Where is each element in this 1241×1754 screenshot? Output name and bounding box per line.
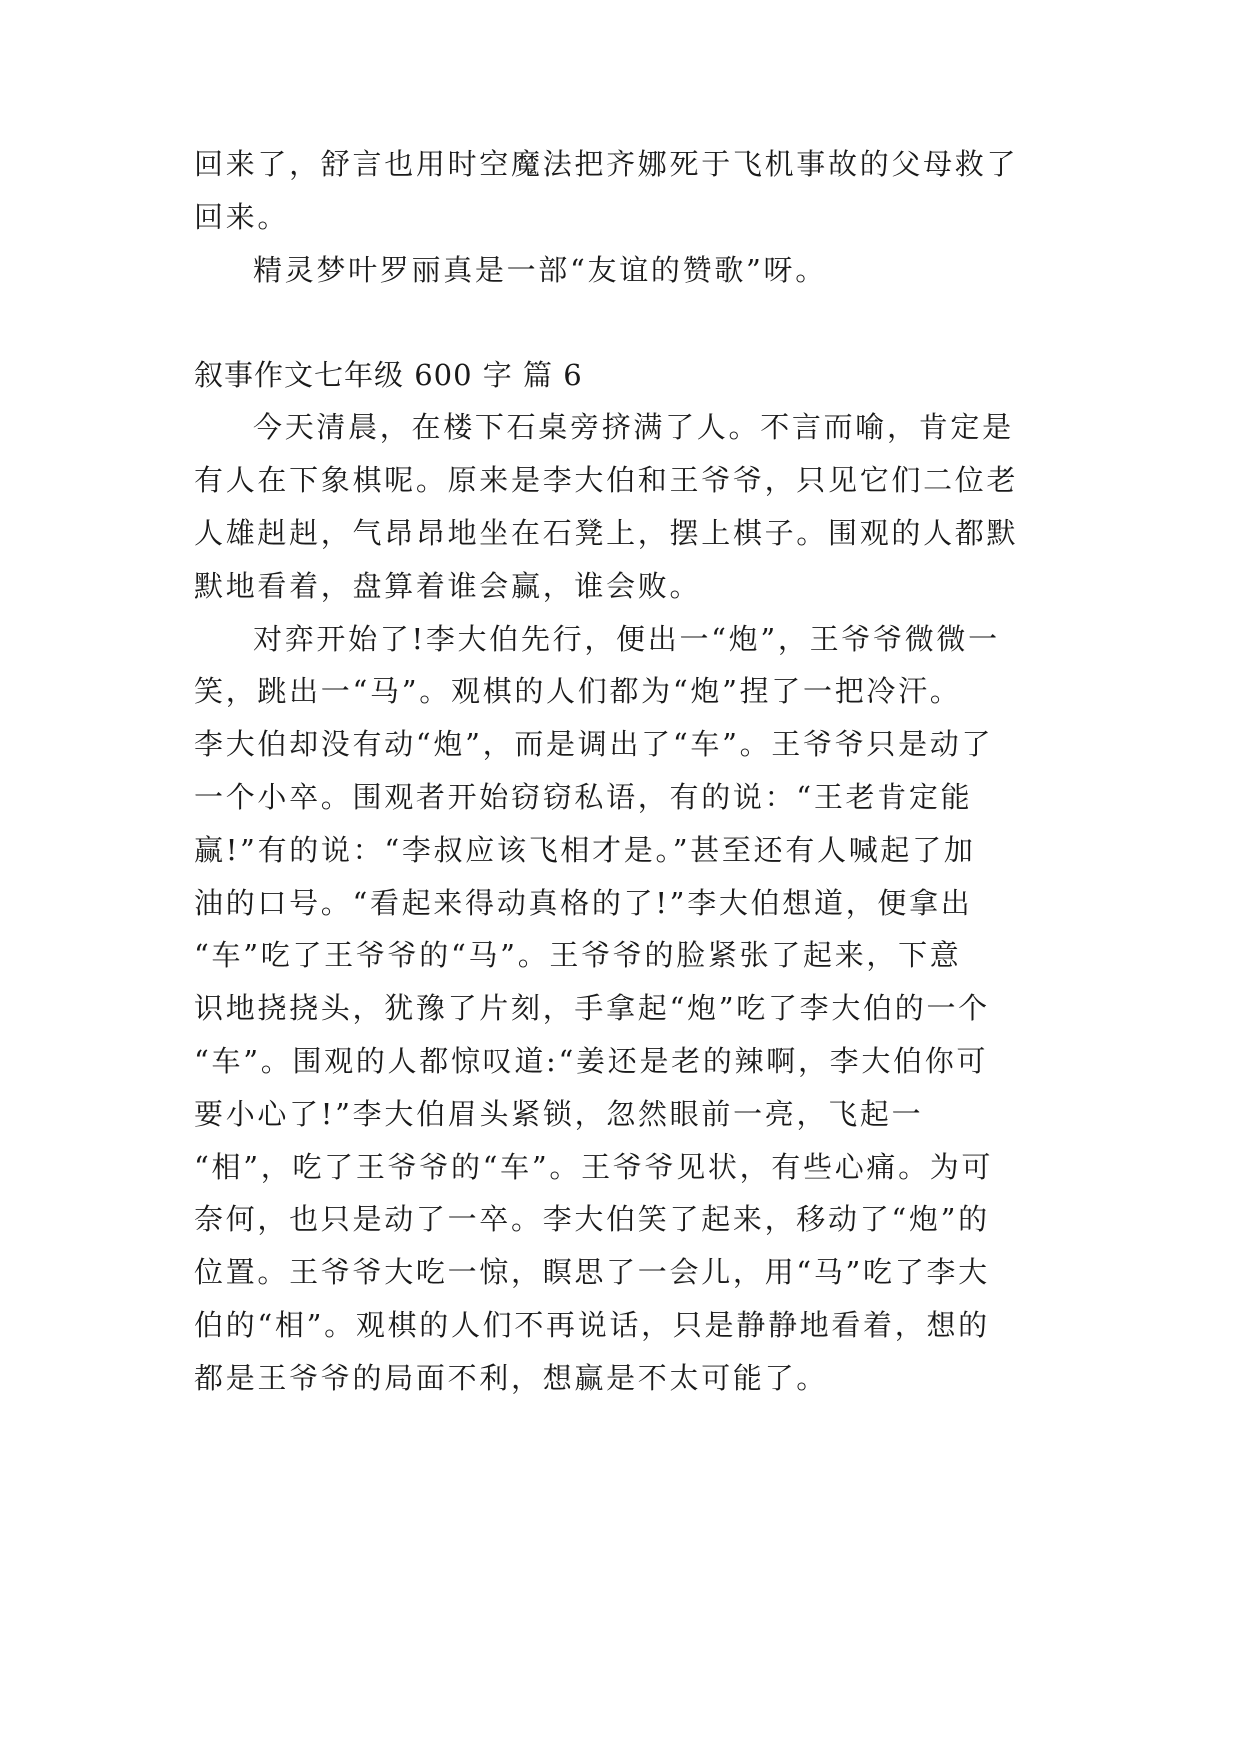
section-heading: 叙事作文七年级 600 字 篇 6 — [194, 358, 583, 392]
text-line: 李大伯却没有动“炮”，而是调出了“车”。王爷爷只是动了 — [194, 727, 994, 761]
text-line: 油的口号。“看起来得动真格的了!”李大伯想道，便拿出 — [194, 886, 973, 920]
text-line: 奈何，也只是动了一卒。李大伯笑了起来，移动了“炮”的 — [194, 1202, 990, 1236]
text-line: “车”。围观的人都惊叹道:“姜还是老的辣啊，李大伯你可 — [194, 1044, 989, 1078]
text-line: 位置。王爷爷大吃一惊，瞑思了一会儿，用“马”吃了李大 — [194, 1255, 990, 1289]
text-line: 笑，跳出一“马”。观棋的人们都为“炮”捏了一把冷汗。 — [194, 674, 962, 708]
text-line: 都是王爷爷的局面不利，想赢是不太可能了。 — [194, 1361, 829, 1395]
text-line: 回来。 — [194, 200, 290, 234]
text-line: 要小心了!”李大伯眉头紧锁，忽然眼前一亮，飞起一 — [194, 1097, 924, 1131]
text-line: 对弈开始了!李大伯先行，便出一“炮”，王爷爷微微一 — [253, 622, 1000, 656]
text-line: 有人在下象棋呢。原来是李大伯和王爷爷，只见它们二位老 — [194, 463, 1019, 497]
text-line: 精灵梦叶罗丽真是一部“友谊的赞歌”呀。 — [253, 253, 827, 287]
text-line: 今天清晨，在楼下石桌旁挤满了人。不言而喻，肯定是 — [253, 410, 1014, 444]
text-line: 伯的“相”。观棋的人们不再说话，只是静静地看着，想的 — [194, 1308, 990, 1342]
text-line: 默地看着，盘算着谁会赢，谁会败。 — [194, 569, 702, 603]
text-line: 回来了，舒言也用时空魔法把齐娜死于飞机事故的父母救了 — [194, 147, 1019, 181]
text-line: “相”，吃了王爷爷的“车”。王爷爷见状，有些心痛。为可 — [194, 1150, 994, 1184]
text-line: 一个小卒。围观者开始窃窃私语，有的说：“王老肯定能 — [194, 780, 973, 814]
text-line: 人雄赳赳，气昂昂地坐在石凳上，摆上棋子。围观的人都默 — [194, 516, 1019, 550]
text-line: 识地挠挠头，犹豫了片刻，手拿起“炮”吃了李大伯的一个 — [194, 991, 990, 1025]
text-line: “车”吃了王爷爷的“马”。王爷爷的脸紧张了起来，下意 — [194, 938, 962, 972]
text-line: 赢!”有的说：“李叔应该飞相才是。”甚至还有人喊起了加 — [194, 833, 976, 867]
